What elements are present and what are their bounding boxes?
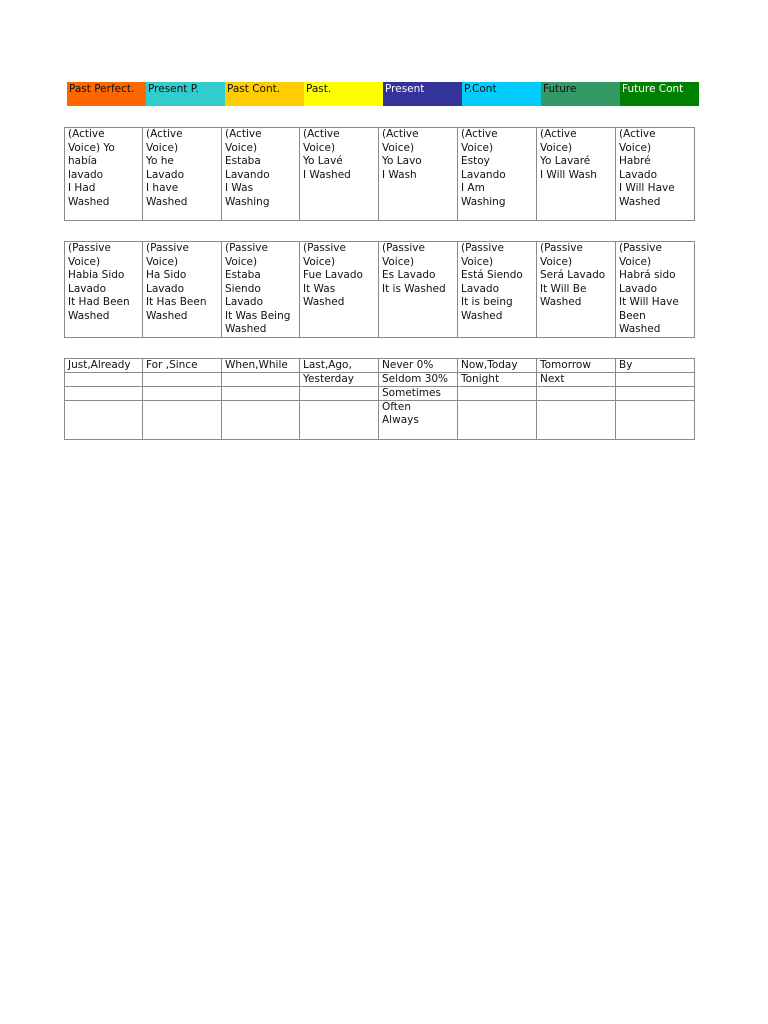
active-cell-present-perfect: (Active Voice) Yo he Lavado I have Washed bbox=[143, 128, 222, 221]
table-cell: Yesterday bbox=[300, 373, 379, 387]
table-cell bbox=[537, 387, 616, 401]
table-row bbox=[65, 387, 695, 401]
table-cell bbox=[65, 387, 143, 401]
table-cell bbox=[143, 401, 222, 440]
passive-cell-present: (Passive Voice) Es Lavado It is Washed bbox=[379, 242, 458, 338]
table-cell: When,While bbox=[222, 359, 300, 373]
active-cell-present-continuous: (Active Voice) Estoy Lavando I Am Washing bbox=[458, 128, 537, 221]
table-cell bbox=[143, 387, 222, 401]
header-cell: Future Cont bbox=[620, 82, 699, 106]
passive-cell-present-continuous: (Passive Voice) Está Siendo Lavado It is being Washed bbox=[458, 242, 537, 338]
table-cell: By bbox=[616, 359, 695, 373]
table-cell: Often Always bbox=[379, 401, 458, 440]
active-cell-future: (Active Voice) Yo Lavaré I Will Wash bbox=[537, 128, 616, 221]
active-voice-table bbox=[64, 127, 695, 221]
table-cell: Tomorrow bbox=[537, 359, 616, 373]
active-cell-past-continuous: (Active Voice) Estaba Lavando I Was Washing bbox=[222, 128, 300, 221]
passive-cell-future: (Passive Voice) Será Lavado It Will Be Washed bbox=[537, 242, 616, 338]
table-cell: For ,Since bbox=[143, 359, 222, 373]
passive-cell-past: (Passive Voice) Fue Lavado It Was Washed bbox=[300, 242, 379, 338]
table-cell bbox=[300, 387, 379, 401]
table-cell: Tonight bbox=[458, 373, 537, 387]
header-cell: Present bbox=[383, 82, 462, 106]
table-cell: Sometimes bbox=[379, 387, 458, 401]
table-cell bbox=[458, 387, 537, 401]
active-cell-present: (Active Voice) Yo Lavo I Wash bbox=[379, 128, 458, 221]
table-row bbox=[65, 242, 695, 338]
table-cell bbox=[537, 401, 616, 440]
table-cell bbox=[65, 373, 143, 387]
table-cell bbox=[458, 401, 537, 440]
header-cell: Past Perfect. bbox=[67, 82, 146, 106]
table-cell bbox=[616, 401, 695, 440]
table-row bbox=[65, 128, 695, 221]
active-cell-future-continuous: (Active Voice) Habré Lavado I Will Have Washed bbox=[616, 128, 695, 221]
active-cell-past-perfect: (Active Voice) Yo había lavado I Had Washed bbox=[65, 128, 143, 221]
tense-header-row bbox=[67, 82, 699, 106]
active-cell-past: (Active Voice) Yo Lavé I Washed bbox=[300, 128, 379, 221]
header-cell: P.Cont bbox=[462, 82, 541, 106]
passive-cell-present-perfect: (Passive Voice) Ha Sido Lavado It Has Been Washed bbox=[143, 242, 222, 338]
passive-cell-future-continuous: (Passive Voice) Habrá sido Lavado It Will Have Been Washed bbox=[616, 242, 695, 338]
table-cell bbox=[222, 401, 300, 440]
table-cell bbox=[222, 387, 300, 401]
header-cell: Present P. bbox=[146, 82, 225, 106]
table-row bbox=[65, 359, 695, 373]
table-row bbox=[65, 373, 695, 387]
header-cell: Future bbox=[541, 82, 620, 106]
time-expressions-table bbox=[64, 358, 695, 440]
table-cell: Seldom 30% bbox=[379, 373, 458, 387]
header-cell: Past Cont. bbox=[225, 82, 304, 106]
table-cell: Now,Today bbox=[458, 359, 537, 373]
passive-cell-past-continuous: (Passive Voice) Estaba Siendo Lavado It Was Being Washed bbox=[222, 242, 300, 338]
table-cell bbox=[300, 401, 379, 440]
table-cell bbox=[222, 373, 300, 387]
table-cell bbox=[616, 373, 695, 387]
table-cell bbox=[65, 401, 143, 440]
table-cell: Never 0% bbox=[379, 359, 458, 373]
table-cell: Just,Already bbox=[65, 359, 143, 373]
table-row bbox=[65, 401, 695, 440]
table-cell bbox=[616, 387, 695, 401]
table-cell: Next bbox=[537, 373, 616, 387]
passive-voice-table bbox=[64, 241, 695, 338]
table-cell: Last,Ago, bbox=[300, 359, 379, 373]
table-cell bbox=[143, 373, 222, 387]
passive-cell-past-perfect: (Passive Voice) Habia Sido Lavado It Had Been Washed bbox=[65, 242, 143, 338]
header-cell: Past. bbox=[304, 82, 383, 106]
